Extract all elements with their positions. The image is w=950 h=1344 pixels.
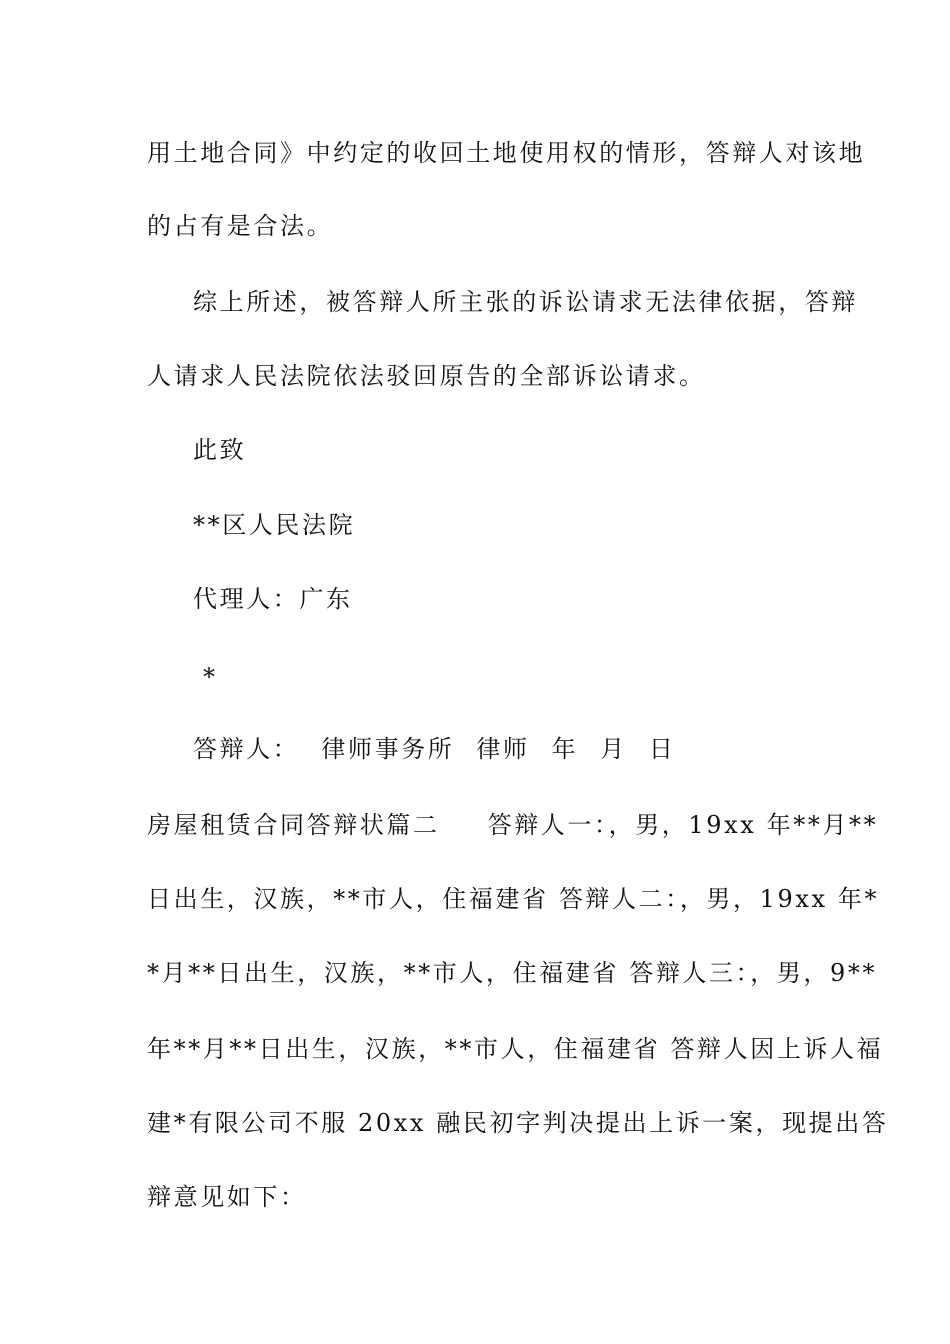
year-label: 年 bbox=[551, 735, 579, 763]
paragraph-line: 人请求人民法院依法驳回原告的全部诉讼请求。 bbox=[147, 362, 706, 390]
signature-line bbox=[193, 734, 675, 764]
lawyer-label: 律师 bbox=[476, 735, 530, 763]
paragraph-line: 的占有是合法。 bbox=[147, 212, 334, 240]
paragraph-line: 年**月**日出生，汉族，**市人，住福建省 答辩人因上诉人福 bbox=[147, 1035, 884, 1063]
recipient: **区人民法院 bbox=[193, 511, 356, 539]
paragraph-line: 日出生，汉族，**市人，住福建省 答辩人二：，男，19xx 年* bbox=[147, 885, 880, 913]
day-label: 日 bbox=[648, 735, 676, 763]
paragraph-line: 答辩人一：，男，19xx 年**月** bbox=[487, 811, 879, 839]
paragraph-line: *月**日出生，汉族，**市人，住福建省 答辩人三：，男，9** bbox=[147, 959, 878, 987]
law-firm-label: 律师事务所 bbox=[321, 735, 455, 763]
paragraph-line: 综上所述，被答辩人所主张的诉讼请求无法律依据，答辩 bbox=[193, 288, 858, 316]
paragraph-line: 建*有限公司不服 20xx 融民初字判决提出上诉一案，现提出答 bbox=[147, 1109, 889, 1137]
agent-line: 代理人：广东 bbox=[193, 585, 353, 613]
paragraph-line: 用土地合同》中约定的收回土地使用权的情形，答辩人对该地 bbox=[147, 139, 866, 167]
section-line bbox=[147, 810, 878, 840]
respondent-label: 答辩人： bbox=[193, 735, 300, 763]
paragraph-line: 辩意见如下： bbox=[147, 1183, 307, 1211]
section-title: 房屋租赁合同答辩状篇二 bbox=[147, 811, 440, 839]
agent-mark: * bbox=[203, 663, 218, 691]
salutation: 此致 bbox=[193, 436, 247, 464]
month-label: 月 bbox=[600, 735, 627, 763]
